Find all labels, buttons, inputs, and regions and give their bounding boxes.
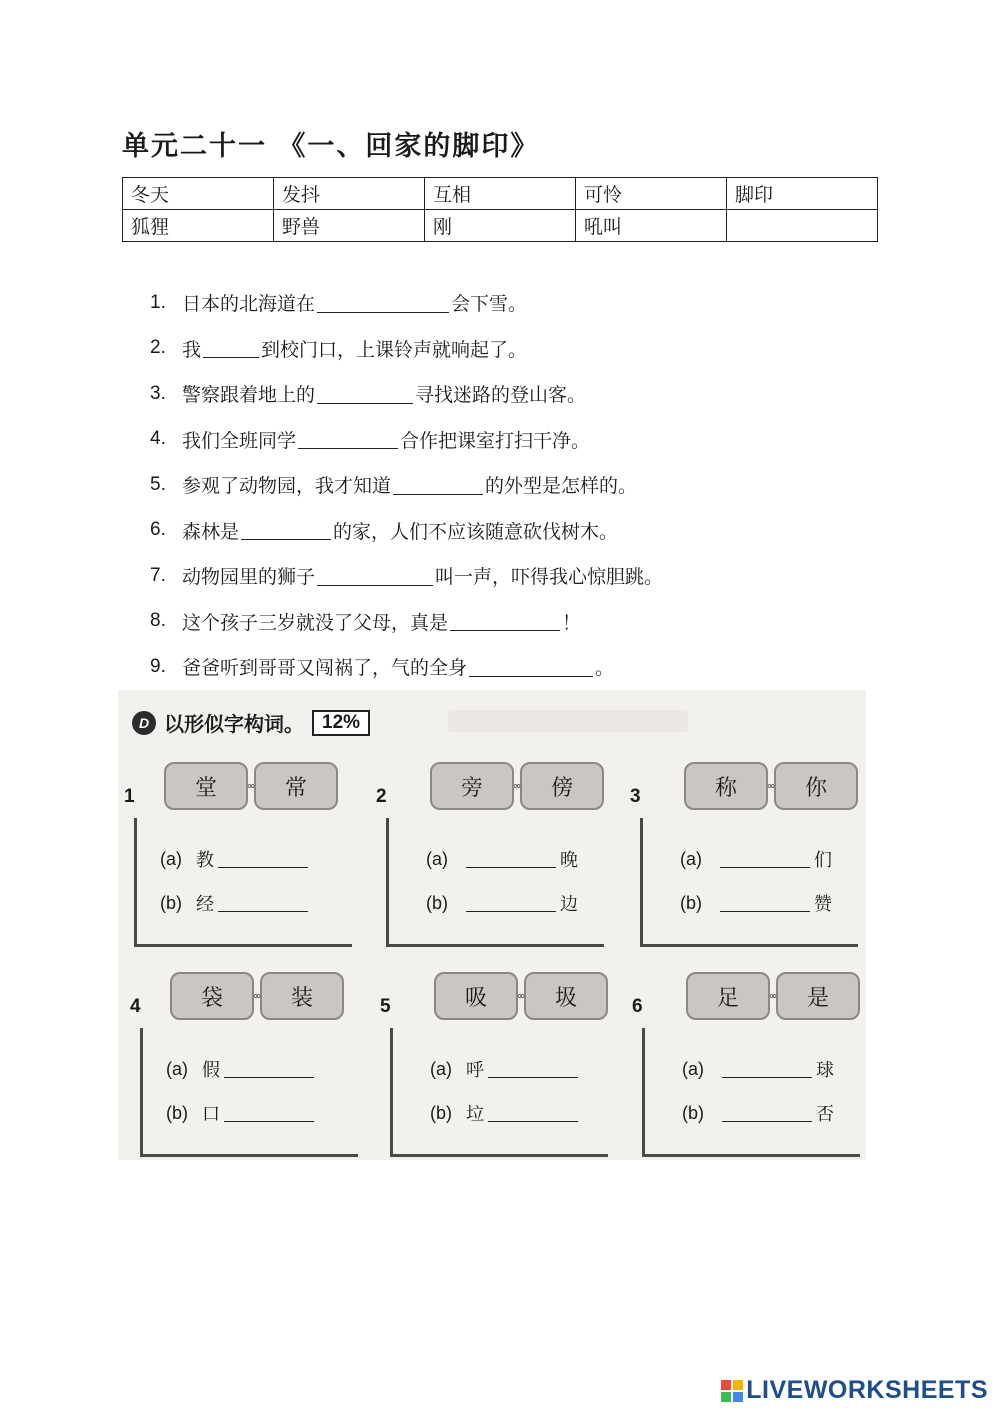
table-cell: 狐狸 [123,210,274,242]
answer-blank[interactable] [466,894,556,912]
answer-line-a [680,846,832,872]
table-cell: 脚印 [727,178,878,210]
given-character: 赞 [814,894,832,915]
word-pair-box [124,762,354,952]
answer-blank[interactable] [466,850,556,868]
character-pill: 称 [684,762,768,810]
answer-blank[interactable] [722,1060,812,1078]
table-cell: 吼叫 [576,210,727,242]
option-label: (a) [430,1058,452,1079]
table-cell: 互相 [425,178,576,210]
link-icon: ∞ [768,990,778,1002]
answer-blank[interactable] [488,1060,578,1078]
word-pair-box [130,972,360,1162]
option-label: (b) [682,1102,704,1123]
question-text: 叫一声，吓得我心惊胆跳。 [435,566,664,589]
question-text: 这个孩子三岁就没了父母，真是 [182,611,449,634]
answer-blank[interactable] [317,293,449,313]
answer-blank[interactable] [224,1104,314,1122]
character-pill: 圾 [524,972,608,1020]
vocabulary-table [122,177,878,242]
question-text: 。 [595,657,615,680]
question-text: 参观了动物园，我才知道 [182,475,392,498]
box-number: 1 [124,786,135,807]
answer-blank[interactable] [393,475,483,495]
answer-blank[interactable] [241,520,331,540]
page-title: 单元二十一 《一、回家的脚印》 [122,131,540,162]
divider-line [640,944,858,947]
divider-line [140,1154,358,1157]
question-text: 的外型是怎样的。 [485,475,638,498]
given-character: 呼 [466,1060,484,1081]
character-pill: 是 [776,972,860,1020]
given-character: 垃 [466,1104,484,1125]
section-header [132,708,370,737]
word-pair-box [630,762,860,952]
answer-line-a [160,846,312,872]
given-character: 经 [196,894,214,915]
divider-line [140,1028,143,1156]
answer-blank[interactable] [218,894,308,912]
section-badge: D [132,711,156,735]
answer-blank[interactable] [317,566,433,586]
word-pair-box [376,762,606,952]
character-pair [686,972,860,1020]
box-number: 2 [376,786,387,807]
given-character: 边 [560,894,578,915]
question-text: 寻找迷路的登山客。 [415,384,587,407]
box-number: 6 [632,996,643,1017]
character-pill: 袋 [170,972,254,1020]
given-character: 口 [202,1104,220,1125]
answer-line-b [430,1100,582,1126]
word-pair-box [380,972,610,1162]
question-text: 到校门口，上课铃声就响起了。 [261,338,528,361]
question-text: 我们全班同学 [182,429,297,452]
given-character: 们 [814,850,832,871]
question-text: 合作把课室打扫干净。 [400,429,591,452]
answer-blank[interactable] [488,1104,578,1122]
divider-line [134,818,137,946]
table-row [123,178,878,210]
question-text: 日本的北海道在 [182,293,316,316]
divider-line [642,1028,645,1156]
answer-line-a [166,1056,318,1082]
question-item [150,508,663,554]
box-number: 5 [380,996,391,1017]
table-cell: 野兽 [274,210,425,242]
divider-line [386,944,604,947]
answer-line-b [426,890,578,916]
divider-line [390,1154,608,1157]
link-icon: ∞ [766,780,776,792]
table-cell: 冬天 [123,178,274,210]
character-pill: 旁 [430,762,514,810]
question-item [150,553,663,599]
link-icon: ∞ [516,990,526,1002]
link-icon: ∞ [252,990,262,1002]
question-number: 1. [150,291,166,313]
answer-blank[interactable] [469,657,593,677]
answer-line-b [166,1100,318,1126]
character-pill: 吸 [434,972,518,1020]
question-text: 的家，人们不应该随意砍伐树木。 [333,520,619,543]
table-cell: 可怜 [576,178,727,210]
question-number: 3. [150,382,166,404]
bleed-through-text [448,710,688,732]
answer-blank[interactable] [720,850,810,868]
box-number: 4 [130,996,141,1017]
answer-blank[interactable] [218,850,308,868]
character-pill: 你 [774,762,858,810]
character-pair [430,762,604,810]
answer-blank[interactable] [450,611,560,631]
question-text: 森林是 [182,520,240,543]
fill-in-questions [150,280,663,690]
answer-line-b [160,890,312,916]
table-row [123,210,878,242]
question-item [150,280,663,326]
divider-line [134,944,352,947]
divider-line [642,1154,860,1157]
question-number: 7. [150,564,166,586]
given-character: 假 [202,1060,220,1081]
answer-blank[interactable] [224,1060,314,1078]
brand-name: LIVEWORKSHEETS [746,1376,988,1404]
question-number: 8. [150,610,166,632]
option-label: (b) [426,892,448,913]
table-cell: 刚 [425,210,576,242]
divider-line [386,818,389,946]
answer-blank[interactable] [317,384,413,404]
question-number: 4. [150,428,166,450]
answer-line-a [426,846,578,872]
link-icon: ∞ [512,780,522,792]
question-item [150,326,663,372]
answer-line-a [430,1056,582,1082]
answer-blank[interactable] [720,894,810,912]
divider-line [390,1028,393,1156]
character-pair [164,762,338,810]
option-label: (a) [160,848,182,869]
question-number: 6. [150,519,166,541]
character-pill: 装 [260,972,344,1020]
question-item [150,417,663,463]
box-number: 3 [630,786,641,807]
answer-line-b [682,1100,834,1126]
section-title: 以形似字构词。 [164,712,304,736]
character-pill: 足 [686,972,770,1020]
given-character: 否 [816,1104,834,1125]
question-item [150,371,663,417]
option-label: (a) [166,1058,188,1079]
question-text: 会下雪。 [451,293,528,316]
table-cell [727,210,878,242]
table-cell: 发抖 [274,178,425,210]
character-pair [170,972,344,1020]
answer-blank[interactable] [203,338,259,358]
character-pill: 堂 [164,762,248,810]
answer-blank[interactable] [722,1104,812,1122]
option-label: (a) [682,1058,704,1079]
scanned-exercise-section [118,690,866,1160]
word-pair-box [632,972,862,1162]
link-icon: ∞ [246,780,256,792]
logo-icon [721,1380,743,1402]
question-item [150,599,663,645]
option-label: (b) [430,1102,452,1123]
question-item [150,644,663,690]
section-score: 12% [312,710,370,736]
option-label: (b) [160,892,182,913]
liveworksheets-logo [721,1376,988,1405]
option-label: (a) [426,848,448,869]
option-label: (b) [166,1102,188,1123]
question-text: 警察跟着地上的 [182,384,316,407]
character-pair [434,972,608,1020]
given-character: 教 [196,850,214,871]
option-label: (a) [680,848,702,869]
given-character: 球 [816,1060,834,1081]
question-text: ！ [562,611,582,634]
option-label: (b) [680,892,702,913]
given-character: 晚 [560,850,578,871]
answer-line-b [680,890,832,916]
question-number: 5. [150,473,166,495]
question-text: 我 [182,338,202,361]
question-number: 9. [150,655,166,677]
question-number: 2. [150,337,166,359]
question-text: 爸爸听到哥哥又闯祸了，气的全身 [182,657,468,680]
divider-line [640,818,643,946]
answer-blank[interactable] [298,429,398,449]
question-item [150,462,663,508]
question-text: 动物园里的狮子 [182,566,316,589]
character-pill: 傍 [520,762,604,810]
answer-line-a [682,1056,834,1082]
character-pill: 常 [254,762,338,810]
character-pair [684,762,858,810]
